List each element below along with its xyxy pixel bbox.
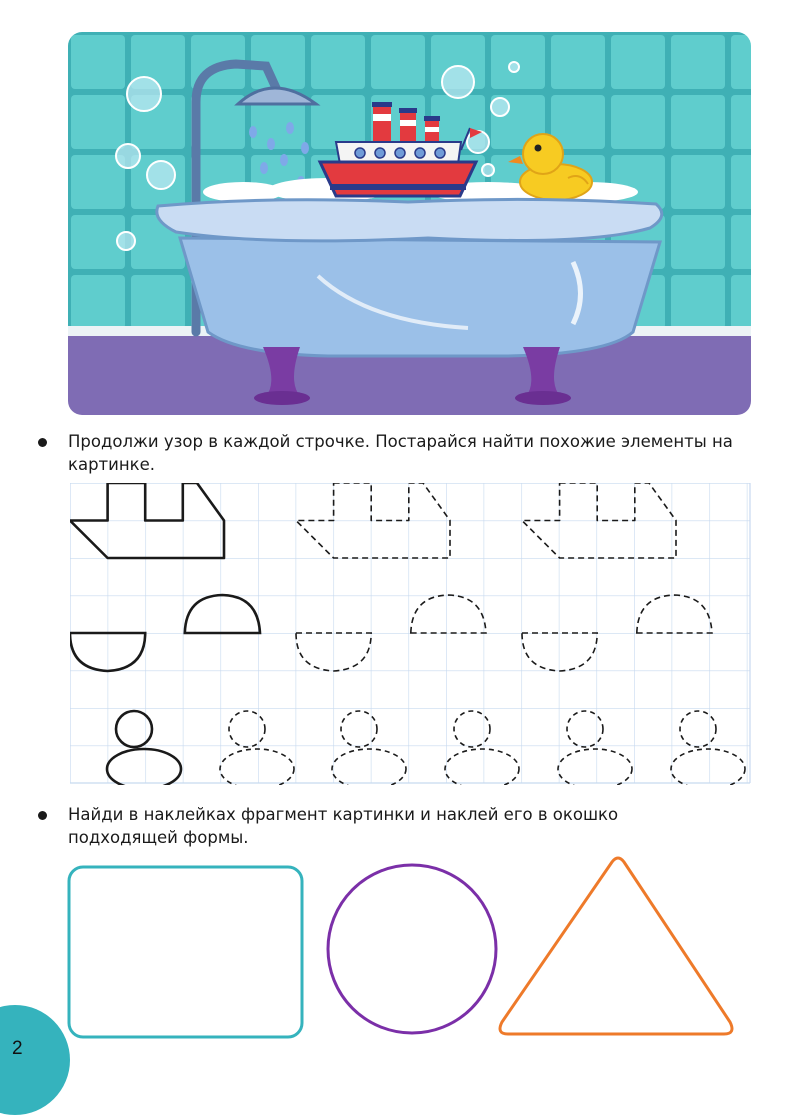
pattern-grid (70, 483, 752, 789)
sticker-window-triangle[interactable] (500, 858, 732, 1034)
page-number: 2 (12, 1038, 23, 1059)
bullet-icon (38, 438, 47, 447)
sticker-window-rectangle[interactable] (69, 867, 302, 1037)
bathroom-illustration (68, 32, 751, 415)
sticker-window-circle[interactable] (328, 865, 496, 1033)
bullet-icon (38, 811, 47, 820)
task-2 (38, 803, 758, 849)
task-1 (38, 430, 758, 476)
sticker-windows (0, 850, 800, 1050)
task-2-text: Найди в наклейках фрагмент картинки и наклей его в окошко подходящей формы. (68, 805, 619, 847)
task-1-text: Продолжи узор в каждой строчке. Постарайся найти похожие элементы на картинке. (68, 432, 733, 474)
